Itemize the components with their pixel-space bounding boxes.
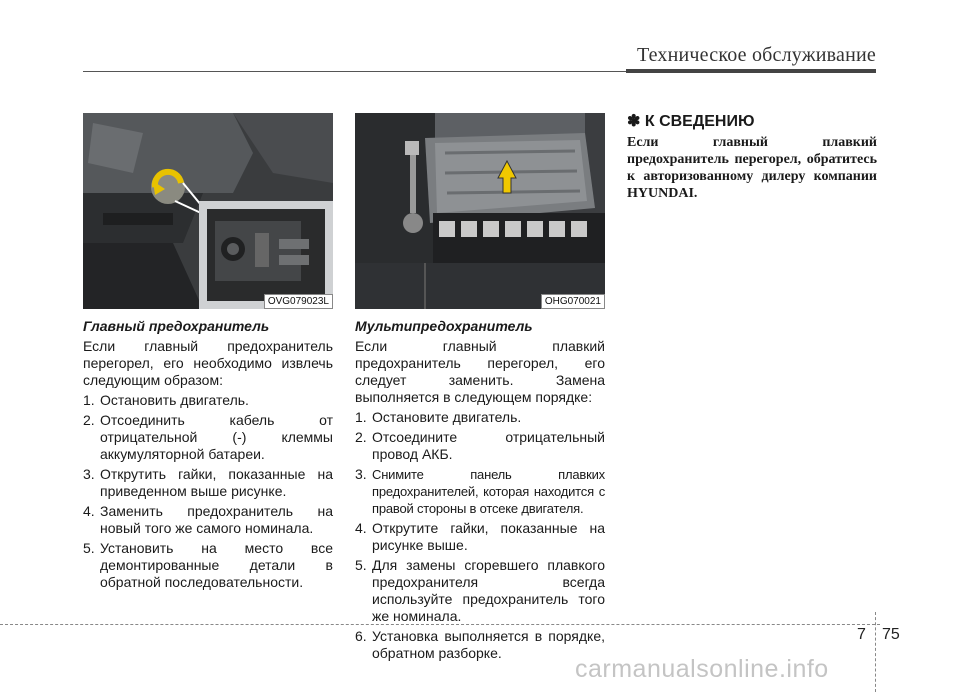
step-text: Остановить двигатель. [100,392,249,408]
note-title [627,113,877,130]
header-title: Техническое обслуживание [636,44,876,66]
step-number: 4. [83,503,95,519]
step-item [83,392,333,409]
steps-list [83,392,333,591]
footer-divider [875,612,876,692]
section-caption: Главный предохранитель [83,318,270,334]
main-fuse-instructions [83,318,333,594]
step-number: 3. [355,466,367,482]
watermark: carmanualsonline.info [575,655,829,683]
chapter-number: 7 [857,626,866,643]
multi-fuse-photo [355,113,605,309]
step-item [83,466,333,500]
step-text: Отсоедините отрицательный провод АКБ. [372,429,605,462]
main-fuse-illustration [83,113,333,309]
step-number: 2. [355,429,367,445]
step-item [83,540,333,591]
asterisk-icon: ✽ [627,113,641,130]
page-number: 75 [882,626,900,643]
step-text: Остановите двигатель. [372,409,522,425]
note-box [627,113,877,202]
step-number: 4. [355,520,367,536]
step-text: Отсоединить кабель от отрицательной (-) клеммы аккумуляторной батареи. [100,412,333,462]
header-rule-accent [626,69,876,73]
note-body: Если главный плавкий предохранитель перегорел, обратитесь к авторизованному дилеру компании HYUNDAI. [627,135,877,201]
step-item [355,409,605,426]
step-item [83,412,333,463]
footer-rule [0,624,880,625]
intro-paragraph: Если главный плавкий предохранитель перегорел, его следует заменить. Замена выполняется в следующем порядке: [355,338,605,405]
main-fuse-photo [83,113,333,309]
step-text: Открутите гайки, показанные на рисунке выше. [372,520,605,553]
section-caption: Мультипредохранитель [355,318,533,334]
step-number: 1. [83,392,95,408]
step-number: 3. [83,466,95,482]
step-text: Для замены сгоревшего плавкого предохранителя всегда используйте предохранитель того же номинала. [372,557,605,624]
step-number: 5. [83,540,95,556]
multi-fuse-instructions [355,318,605,665]
step-text: Открутить гайки, показанные на приведенном выше рисунке. [100,466,333,499]
photo-code: OHG070021 [541,294,605,309]
step-text: Снимите панель плавких предохранителей, которая находится с правой стороны в отсеке двигателя. [372,467,605,516]
photo-code: OVG079023L [264,294,333,309]
step-number: 5. [355,557,367,573]
step-item [355,520,605,554]
intro-paragraph: Если главный предохранитель перегорел, его необходимо извлечь следующим образом: [83,338,333,388]
step-number: 1. [355,409,367,425]
step-item [355,429,605,463]
step-item [83,503,333,537]
step-number: 2. [83,412,95,428]
step-number: 6. [355,628,367,644]
step-text: Установить на место все демонтированные детали в обратной последовательности. [100,540,333,590]
step-item [355,466,605,517]
step-item [355,628,605,662]
multi-fuse-illustration [355,113,605,309]
step-text: Заменить предохранитель на новый того же самого номинала. [100,503,333,536]
step-text: Установка выполняется в порядке, обратном разборке. [372,628,605,661]
step-item [355,557,605,625]
note-title-text: К СВЕДЕНИЮ [644,113,755,130]
